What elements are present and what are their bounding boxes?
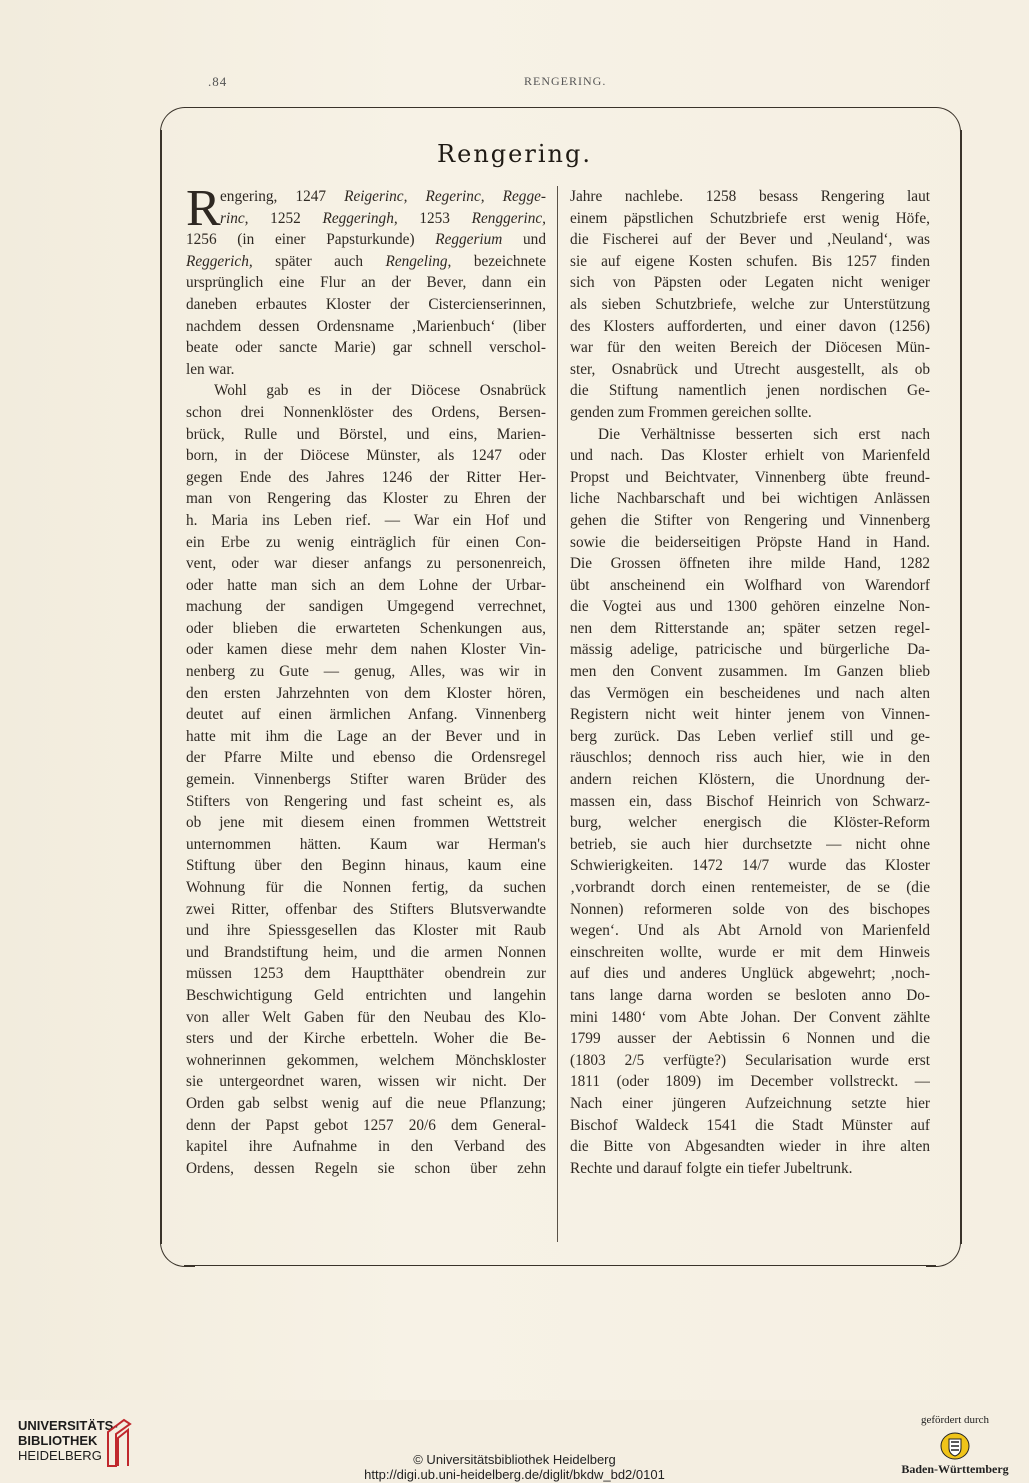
text-line: nen dem Ritterstande an; später setzen regel- bbox=[570, 619, 930, 637]
text-line: Reggerich, später auch Rengeling, bezeichnete bbox=[186, 252, 546, 270]
running-title: RENGERING. bbox=[524, 74, 607, 88]
right-column bbox=[570, 186, 930, 1179]
text-line: hatte mit ihm die Lage an der Bever und in bbox=[186, 727, 546, 745]
funded-by-label: gefördert durch bbox=[920, 1414, 990, 1426]
text-line: die Fischerei auf der Bever und ‚Neuland‘, was bbox=[570, 231, 930, 249]
text-line: deutet auf einen ärmlichen Anfang. Vinnenberg bbox=[186, 706, 546, 724]
text-line: gemein. Vinnenbergs Stifter waren Brüder des bbox=[186, 771, 546, 789]
text-line: Stifters von Rengering und fast scheint es, als bbox=[186, 792, 546, 810]
text-line: der Pfarre Milte und ebenso die Ordensregel bbox=[186, 749, 546, 767]
text-line: Orden gab selbst wenig auf die neue Pflanzung; bbox=[186, 1094, 546, 1112]
text-line: brück, Rulle und Börstel, und eins, Marien- bbox=[186, 425, 546, 443]
text-line: gegen Ende des Jahres 1246 der Ritter Her- bbox=[186, 468, 546, 486]
text-line: sich von Päpsten oder Legaten nicht weniger bbox=[570, 274, 930, 292]
text-line: schon drei Nonnenklöster des Ordens, Bersen- bbox=[186, 403, 546, 421]
text-line: übt anscheinend ein Wolfhard von Warendorf bbox=[570, 576, 930, 594]
text-line: und ihre Spiessgesellen das Kloster mit Raub bbox=[186, 922, 546, 940]
text-line: 1811 (oder 1809) im December vollstreckt. — bbox=[570, 1073, 930, 1091]
text-line: von aller Welt Gaben für den Neubau des Klo- bbox=[186, 1008, 546, 1026]
text-line: Die Grossen öffneten ihre milde Hand, 1282 bbox=[570, 555, 930, 573]
text-line: ein Erbe zu wenig einträglich für einen Con- bbox=[186, 533, 546, 551]
text-line: len war. bbox=[186, 360, 235, 378]
text-line: unternommen hätten. Kaum war Herman's bbox=[186, 835, 546, 853]
text-line: kapitel ihre Aufnahme in den Verband des bbox=[186, 1138, 546, 1156]
footer-credits bbox=[0, 1452, 1029, 1482]
text-line: die Bitte von Abgesandten wieder in ihre alten bbox=[570, 1138, 930, 1156]
source-url-link[interactable]: http://digi.ub.uni-heidelberg.de/diglit/bkdw_bd2/0101 bbox=[364, 1467, 665, 1482]
text-line: räuschlos; dennoch riss auch hier, wie in den bbox=[570, 749, 930, 767]
text-line: beate oder sancte Marie) gar schnell verschol- bbox=[186, 339, 546, 357]
text-line: nenberg zu Gute — genug, Alles, was wir in bbox=[186, 663, 546, 681]
text-line: Stiftung über den Beginn hinaus, kaum eine bbox=[186, 857, 546, 875]
text-line: die Vogtei aus und 1300 gehören einzelne Non- bbox=[570, 598, 930, 616]
text-line: h. Maria ins Leben rief. — War ein Hof und bbox=[186, 511, 546, 529]
text-line: machung der sandigen Umgegend verrechnet, bbox=[186, 598, 546, 616]
text-line: Die Verhältnisse besserten sich erst nach bbox=[598, 425, 930, 443]
drop-cap: R bbox=[186, 180, 221, 237]
text-line: war für den weiten Bereich der Diöcesen Mün- bbox=[570, 339, 930, 357]
text-line: Ordens, dessen Regeln sie schon über zehn bbox=[186, 1159, 546, 1177]
text-line: rinc, 1252 Reggeringh, 1253 Renggerinc, bbox=[220, 209, 546, 227]
text-line: und nach. Das Kloster erhielt von Marienfeld bbox=[570, 447, 930, 465]
text-line: Rechte und darauf folgte ein tiefer Jubeltrunk. bbox=[570, 1159, 853, 1177]
article-title: Rengering. bbox=[437, 140, 592, 168]
text-line: ob jene mit diesem einen frommen Wettstreit bbox=[186, 814, 546, 832]
frame-left-rule bbox=[160, 130, 162, 1244]
text-line: Beschwichtigung Geld entrichten und langehin bbox=[186, 986, 546, 1004]
text-line: ‚vorbrandt dorch einen rentemeister, de se (die bbox=[570, 879, 930, 896]
text-line: (1803 2/5 verfügte?) Secularisation wurde erst bbox=[570, 1051, 930, 1069]
text-line: mässig adelige, patricische und bürgerliche Da- bbox=[570, 641, 930, 659]
text-line: man von Rengering das Kloster zu Ehren der bbox=[186, 490, 546, 508]
text-line: zwei Ritter, offenbar des Stifters Blutsverwandte bbox=[186, 900, 546, 918]
text-line: einem päpstlichen Schutzbriefe erst wenig Höfe, bbox=[570, 209, 930, 227]
text-line: gehen die Stifter von Rengering und Vinnenberg bbox=[570, 511, 930, 529]
text-line: massen ein, dass Bischof Heinrich von Schwarz- bbox=[570, 792, 930, 810]
text-line: born, in der Diöcese Münster, als 1247 oder bbox=[186, 447, 546, 465]
text-line: nachdem dessen Ordensname ‚Marienbuch‘ (liber bbox=[186, 317, 546, 335]
text-line: oder blieben die erwarteten Schenkungen aus, bbox=[186, 619, 546, 637]
text-line: müssen 1253 dem Hauptthäter obendrein zur bbox=[186, 965, 546, 983]
column-divider bbox=[557, 186, 558, 1242]
text-line: Wohl gab es in der Diöcese Osnabrück bbox=[214, 382, 546, 400]
text-line: des Klosters aufforderten, und einer davon (1256) bbox=[570, 317, 930, 335]
text-line: liche Nachbarschaft und bei wichtigen Anlässen bbox=[570, 490, 930, 508]
text-line: oder kamen diese mehr dem nahen Kloster Vin- bbox=[186, 641, 546, 659]
text-line: als sieben Schutzbriefe, welche zur Unterstützung bbox=[570, 295, 930, 313]
text-line: Wohnung für die Nonnen fertig, da suchen bbox=[186, 879, 546, 896]
text-line: wohnerinnen gekommen, welchem Mönchskloster bbox=[186, 1051, 546, 1069]
page-number: .84 bbox=[208, 74, 228, 89]
text-line: andern reichen Klöstern, die Unordnung der- bbox=[570, 771, 930, 789]
library-name-line: BIBLIOTHEK bbox=[18, 1433, 98, 1448]
text-line: mini 1480‘ vom Abte Johan. Der Convent zählte bbox=[570, 1008, 930, 1026]
text-line: daneben erbautes Kloster der Cistercienserinnen, bbox=[186, 295, 546, 313]
text-line: sie untergeordnet waren, wissen wir nicht. Der bbox=[186, 1073, 546, 1091]
text-line: oder hatte man sich an dem Lohne der Urbar- bbox=[186, 576, 546, 594]
frame-bottom-rule bbox=[184, 1265, 936, 1266]
text-line: ursprünglich eine Flur an der Bever, dann ein bbox=[186, 274, 546, 292]
library-name-line: HEIDELBERG bbox=[18, 1448, 102, 1463]
text-line: berg zurück. Das Leben verlief still und ge- bbox=[570, 727, 930, 745]
text-line: Propst und Beichtvater, Vinnenberg übte freund- bbox=[570, 468, 930, 486]
text-line: Nach einer jüngeren Aufzeichnung setzte hier bbox=[570, 1094, 930, 1112]
left-column bbox=[186, 180, 546, 1179]
text-line: und Brandstiftung heim, und die armen Nonnen bbox=[186, 943, 546, 961]
text-line: 1256 (in einer Papsturkunde) Reggerium und bbox=[186, 231, 546, 249]
text-line: ster, Osnabrück und Utrecht ausgestellt, als ob bbox=[570, 360, 930, 378]
funding-notice bbox=[900, 1414, 1010, 1477]
text-line: Bischof Waldeck 1541 die Stadt Münster auf bbox=[570, 1116, 930, 1134]
text-line: das Vermögen ein bescheidenes und nach alten bbox=[570, 684, 930, 702]
text-line: betrieb, sie auch hier durchsetzte — nicht ohne bbox=[570, 835, 930, 853]
text-line: wegen‘. Und als Abt Arnold von Marienfeld bbox=[570, 922, 930, 940]
text-line: burg, welcher energisch die Klöster-Reform bbox=[570, 814, 930, 832]
frame-right-rule bbox=[960, 130, 962, 1244]
text-line: tans lange darna worden se besloten anno Do- bbox=[570, 986, 930, 1004]
text-line: Registern nicht weit hinter jenem von Vinnen- bbox=[570, 706, 930, 724]
text-line: sie auf eigene Kosten schufen. Bis 1257 finden bbox=[570, 252, 930, 270]
text-line: denn der Papst gebot 1257 20/6 dem General- bbox=[186, 1116, 546, 1134]
text-line: auf dies und anderes Unglück abgewehrt; ‚noch- bbox=[570, 965, 930, 983]
text-line: den ersten Jahrzehnten von dem Kloster hören, bbox=[186, 684, 546, 702]
text-line: Schwierigkeiten. 1472 14/7 wurde das Kloster bbox=[570, 857, 930, 875]
text-line: Jahre nachlebe. 1258 besass Rengering laut bbox=[570, 188, 930, 205]
library-name-line: UNIVERSITÄTS- bbox=[18, 1418, 118, 1433]
frame-top-rule bbox=[184, 107, 936, 108]
text-line: genden zum Frommen gereichen sollte. bbox=[570, 403, 812, 421]
copyright-text: © Universitätsbibliothek Heidelberg bbox=[413, 1452, 616, 1467]
text-line: einschreiten wollte, wurde er mit dem Hinweis bbox=[570, 943, 930, 961]
text-line: sowie die beiderseitigen Pröpste Hand in Hand. bbox=[570, 533, 930, 551]
text-line: engering, 1247 Reigerinc, Regerinc, Regge- bbox=[220, 188, 546, 205]
text-line: vent, oder war dieser anfangs zu personenreich, bbox=[186, 555, 546, 573]
text-line: Nonnen) reformeren solde von des bischopes bbox=[570, 900, 930, 918]
text-line: 1799 ausser der Aebtissin 6 Nonnen und die bbox=[570, 1030, 930, 1048]
text-line: sters und der Kirche erbetteln. Woher die Be- bbox=[186, 1030, 546, 1048]
text-line: men den Convent zusammen. Im Ganzen blieb bbox=[570, 663, 930, 681]
funder-name: Baden-Württemberg bbox=[901, 1462, 1009, 1476]
running-head bbox=[0, 74, 1029, 94]
text-line: die Stiftung namentlich jenen nordischen Ge- bbox=[570, 382, 930, 400]
baden-wuerttemberg-crest-icon bbox=[940, 1432, 970, 1460]
